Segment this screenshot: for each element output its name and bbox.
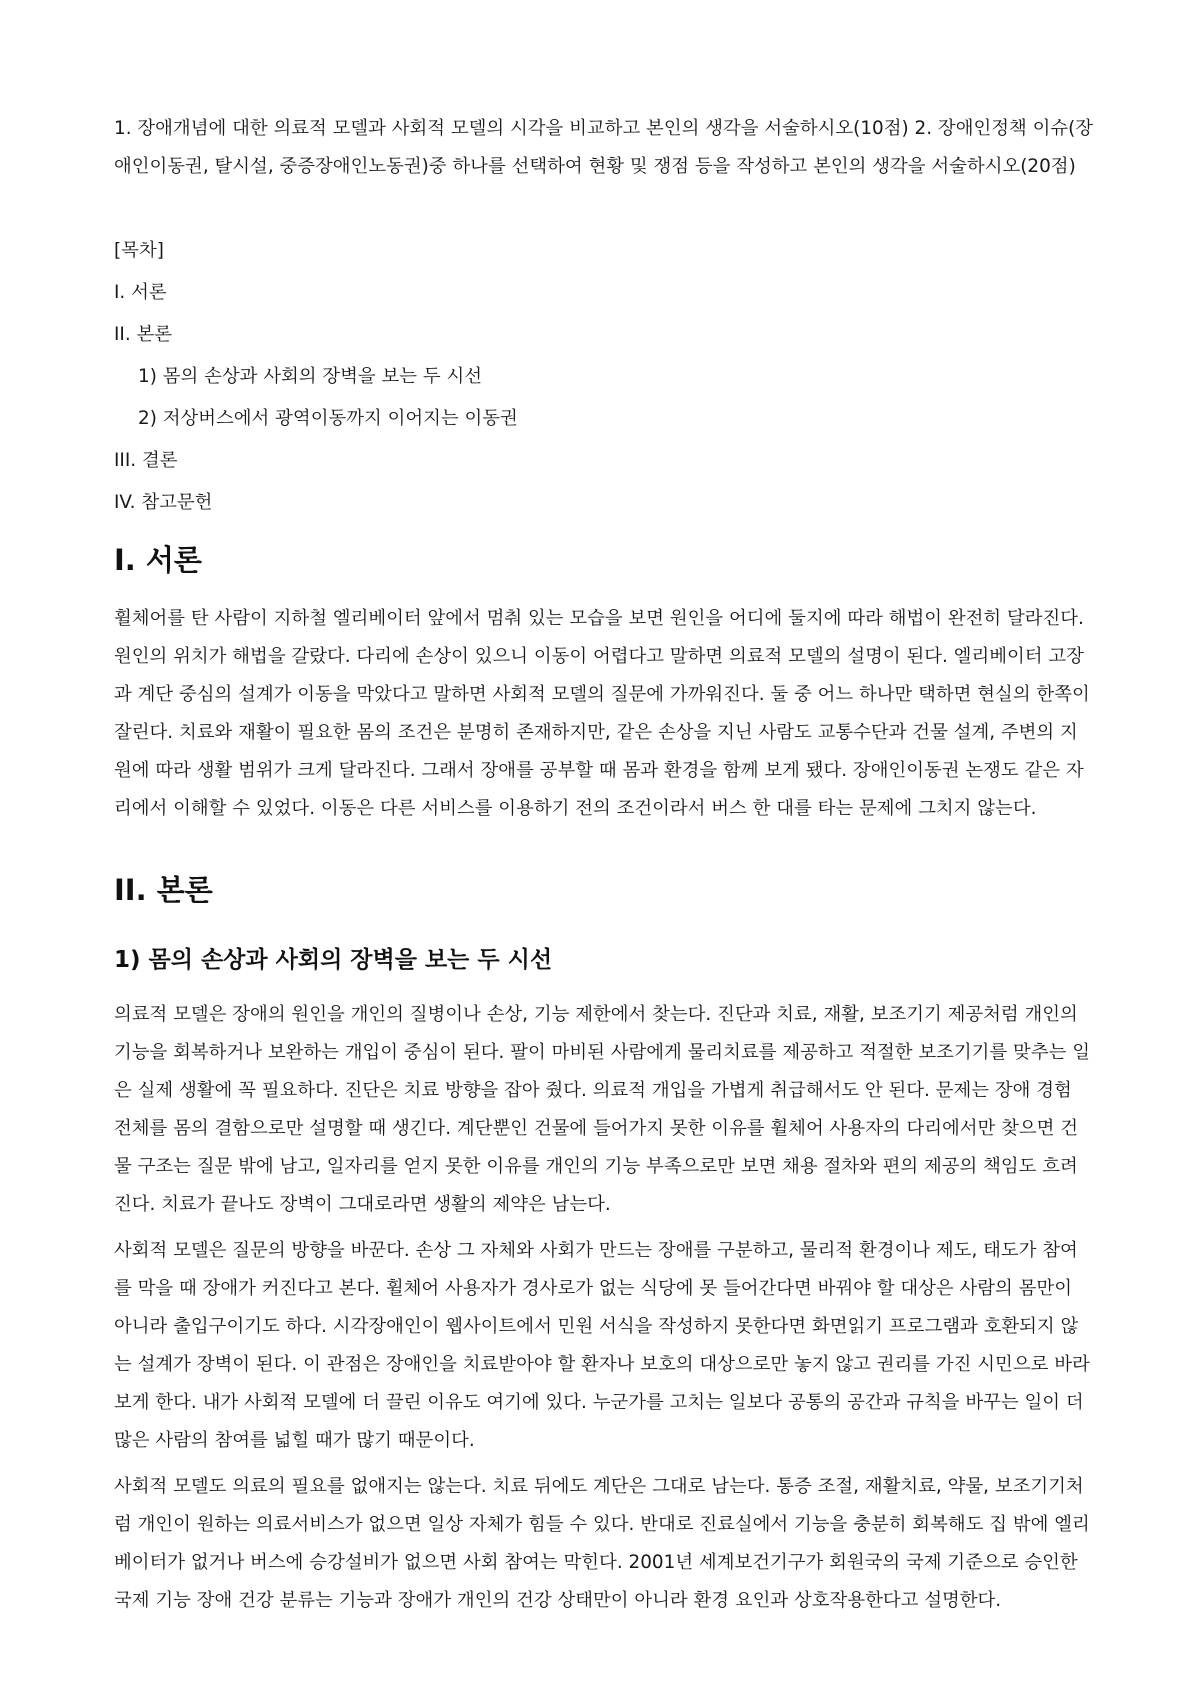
- section-title-intro: I. 서론: [114, 543, 202, 577]
- toc-item-references: IV. 참고문헌: [114, 492, 213, 513]
- paragraph-both-models: 사회적 모델도 의료의 필요를 없애지는 않는다. 치료 뒤에도 계단은 그대로 남는다. 통증 조절, 재활치료, 약물, 보조기기처럼 개인이 원하는 의료서비스가 없으면 일상 자체가 힘들 수 있다. 반대로 진료실에서 기능을 충분히 회복해도 집 밖에 엘리베이터가 없거나 버스에 승강설비가 없으면 사회 참여는 막힌다. 2001년 세계보건기구가 회원국의 국제 기준으로 승인한 국제 기능 장애 건강 분류는 기능과 장애가 개인의 건강 상태만이 아니라 환경 요인과 상호작용한다고 설명한다.: [114, 1476, 1090, 1611]
- intro-body: [114, 600, 1094, 836]
- subsection-1-body: [114, 996, 1094, 1628]
- toc-item-conclusion: III. 결론: [114, 450, 178, 471]
- paragraph-social-model: 사회적 모델은 질문의 방향을 바꾼다. 손상 그 자체와 사회가 만드는 장애를 구분하고, 물리적 환경이나 제도, 태도가 참여를 막을 때 장애가 커진다고 본다. 휠체어 사용자가 경사로가 없는 식당에 못 들어간다면 바꿔야 할 대상은 사람의 몸만이 아니라 출입구이기도 하다. 시각장애인이 웹사이트에서 민원 서식을 작성하지 못한다면 화면읽기 프로그램과 호환되지 않는 설계가 장벽이 된다. 이 관점은 장애인을 치료받아야 할 환자나 보호의 대상으로만 놓지 않고 권리를 가진 시민으로 바라보게 한다. 내가 사회적 모델에 더 끌린 이유도 여기에 있다. 누군가를 고치는 일보다 공통의 공간과 규칙을 바꾸는 일이 더 많은 사람의 참여를 넓힐 때가 많기 때문이다.: [114, 1240, 1090, 1451]
- toc-item-body-2: 2) 저상버스에서 광역이동까지 이어지는 이동권: [138, 408, 518, 429]
- toc-heading: [목차]: [114, 240, 164, 261]
- subsection-1: [114, 943, 1094, 977]
- toc-item-intro: I. 서론: [114, 282, 167, 303]
- toc-item-body: II. 본론: [114, 324, 173, 345]
- body-section: [114, 870, 1094, 910]
- question-text: 1. 장애개념에 대한 의료적 모델과 사회적 모델의 시각을 비교하고 본인의 생각을 서술하시오(10점) 2. 장애인정책 이슈(장애인이동권, 탈시설, 중증장애인노동권)중 하나를 선택하여 현황 및 쟁점 등을 작성하고 본인의 생각을 서술하시오(20점): [114, 118, 1094, 177]
- toc-item-body-1: 1) 몸의 손상과 사회의 장벽을 보는 두 시선: [138, 366, 483, 387]
- section-title-body: II. 본론: [114, 873, 213, 907]
- intro-paragraph: 휠체어를 탄 사람이 지하철 엘리베이터 앞에서 멈춰 있는 모습을 보면 원인을 어디에 둘지에 따라 해법이 완전히 달라진다. 원인의 위치가 해법을 갈랐다. 다리에 손상이 있으니 이동이 어렵다고 말하면 의료적 모델의 설명이 된다. 엘리베이터 고장과 계단 중심의 설계가 이동을 막았다고 말하면 사회적 모델의 질문에 가까워진다. 둘 중 어느 하나만 택하면 현실의 한쪽이 잘린다. 치료와 재활이 필요한 몸의 조건은 분명히 존재하지만, 같은 손상을 지닌 사람도 교통수단과 건물 설계, 주변의 지원에 따라 생활 범위가 크게 달라진다. 그래서 장애를 공부할 때 몸과 환경을 함께 보게 됐다. 장애인이동권 논쟁도 같은 자리에서 이해할 수 있었다. 이동은 다른 서비스를 이용하기 전의 조건이라서 버스 한 대를 타는 문제에 그치지 않는다.: [114, 608, 1090, 819]
- table-of-contents: [114, 232, 1094, 526]
- paragraph-medical-model: 의료적 모델은 장애의 원인을 개인의 질병이나 손상, 기능 제한에서 찾는다. 진단과 치료, 재활, 보조기기 제공처럼 개인의 기능을 회복하거나 보완하는 개입이 중심이 된다. 팔이 마비된 사람에게 물리치료를 제공하고 적절한 보조기기를 맞추는 일은 실제 생활에 꼭 필요하다. 진단은 치료 방향을 잡아 줬다. 의료적 개입을 가볍게 취급해서도 안 된다. 문제는 장애 경험 전체를 몸의 결함으로만 설명할 때 생긴다. 계단뿐인 건물에 들어가지 못한 이유를 휠체어 사용자의 다리에서만 찾으면 건물 구조는 질문 밖에 남고, 일자리를 얻지 못한 이유를 개인의 기능 부족으로만 보면 채용 절차와 편의 제공의 책임도 흐려진다. 치료가 끝나도 장벽이 그대로라면 생활의 제약은 남는다.: [114, 1004, 1090, 1215]
- subsection-title-1: 1) 몸의 손상과 사회의 장벽을 보는 두 시선: [114, 947, 553, 973]
- intro-section: [114, 540, 1094, 580]
- question-block: [114, 110, 1094, 194]
